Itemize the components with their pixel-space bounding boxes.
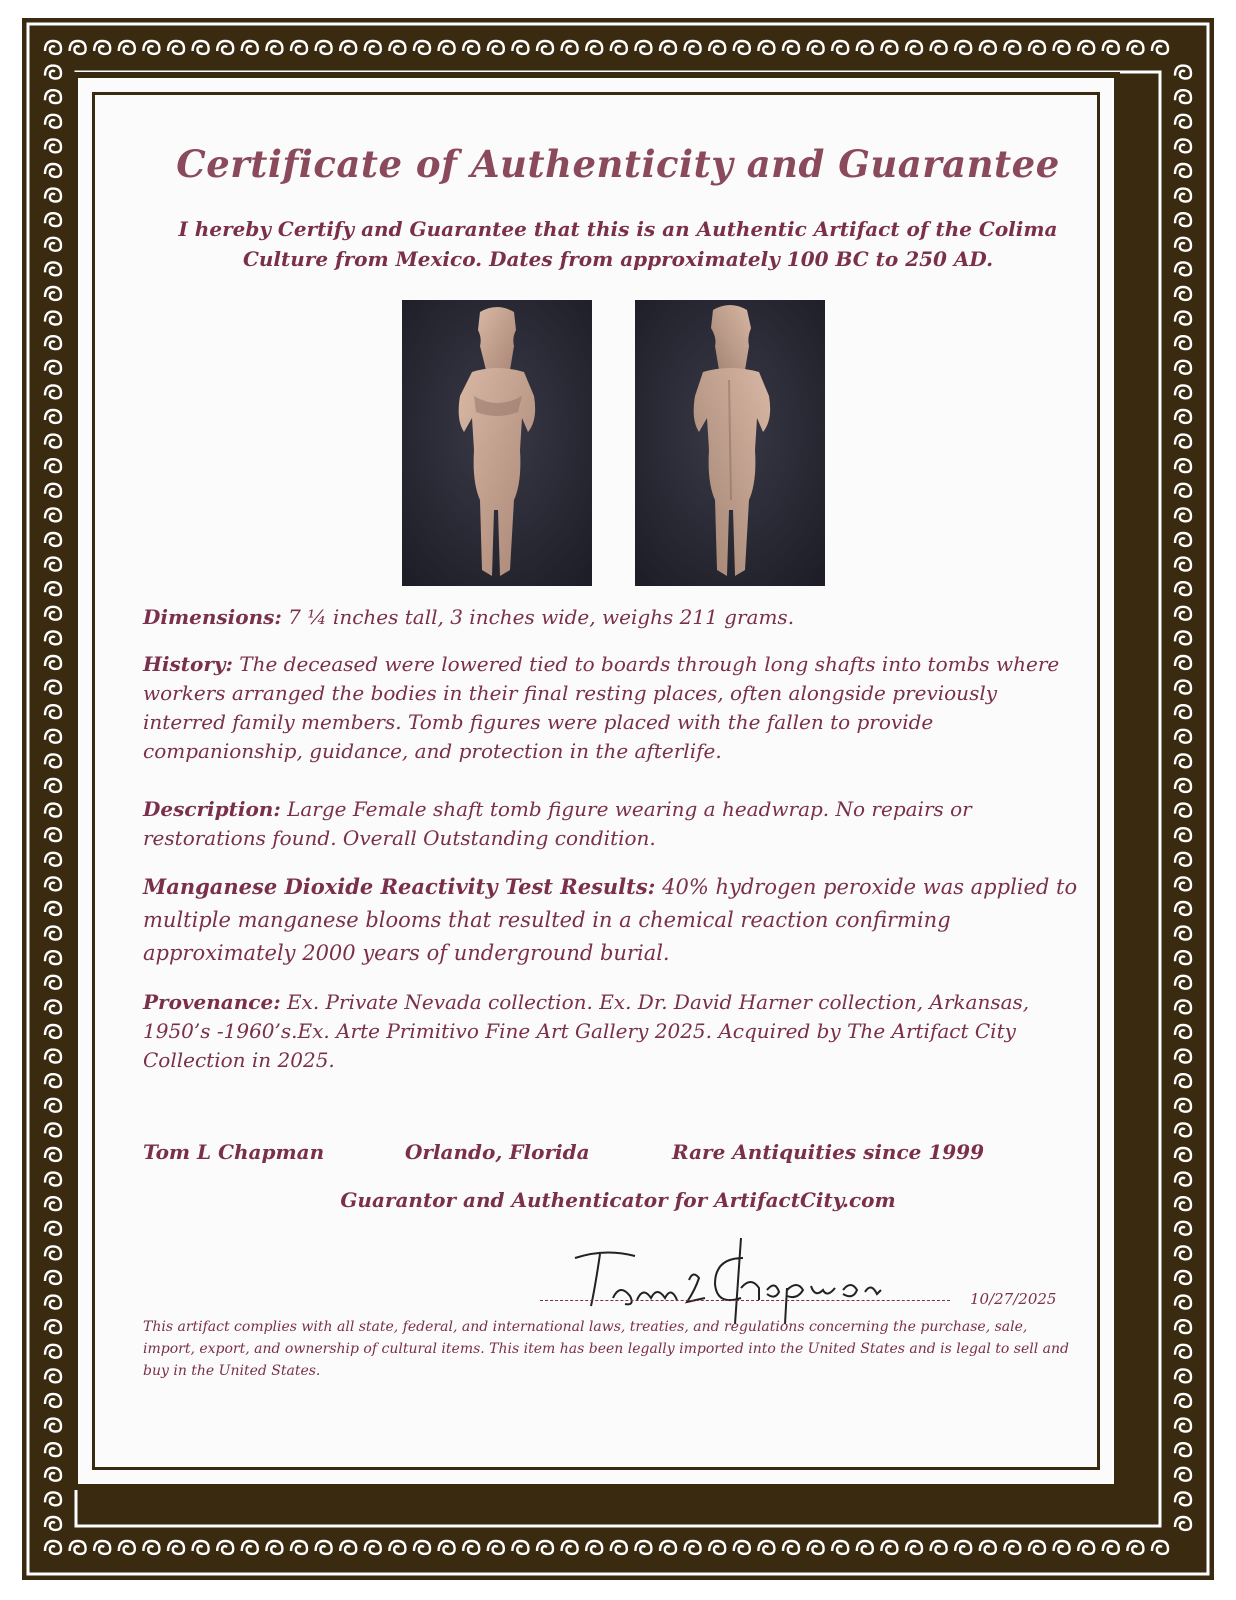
provenance-section: [143, 988, 1083, 1075]
provenance-label: Provenance:: [143, 990, 281, 1014]
manganese-test-section: [143, 870, 1083, 970]
guarantor-line: Guarantor and Authenticator for ArtifactCity.com: [340, 1188, 896, 1212]
company-tagline: Rare Antiquities since 1999: [672, 1140, 984, 1164]
dimensions-text: 7 ¼ inches tall, 3 inches wide, weighs 211 grams.: [288, 605, 795, 629]
handwritten-signature: [565, 1228, 895, 1328]
description-text: Large Female shaft tomb figure wearing a headwrap. No repairs or restorations found. Overall Outstanding condition.: [143, 797, 972, 850]
figure-back-image: [635, 300, 825, 586]
manganese-test-text: 40% hydrogen peroxide was applied to multiple manganese blooms that resulted in a chemical reaction confirming approximately 2000 years of underground burial.: [143, 875, 1078, 965]
history-text: The deceased were lowered tied to boards through long shafts into tombs where workers arranged the bodies in their final resting places, often alongside previously interred family members. Tomb figures were placed with the fallen to provide companionship, guidance, and protection in the afterlife.: [143, 652, 1060, 763]
manganese-test-label: Manganese Dioxide Reactivity Test Results:: [143, 874, 656, 899]
certification-statement: [150, 214, 1086, 274]
certificate-title: Certificate of Authenticity and Guarantee: [176, 142, 1060, 186]
signer-name: Tom L Chapman: [143, 1140, 325, 1164]
certification-line-2: Culture from Mexico. Dates from approximately 100 BC to 250 AD.: [242, 247, 994, 271]
description-section: [143, 795, 1083, 853]
legal-disclaimer: This artifact complies with all state, federal, and international laws, treaties, and regulations concerning the purchase, sale, import, export, and ownership of cultural items. This item has been legally imported into the United States and is legal to sell and buy in the United States.: [143, 1319, 1069, 1379]
signer-location: Orlando, Florida: [405, 1140, 590, 1164]
description-label: Description:: [143, 797, 281, 821]
signature-date: 10/27/2025: [970, 1290, 1057, 1308]
figure-front-image: [402, 300, 592, 586]
artifact-photo-front: [402, 300, 592, 586]
history-label: History:: [143, 652, 233, 676]
provenance-text: Ex. Private Nevada collection. Ex. Dr. David Harner collection, Arkansas, 1950’s -1960’s.Ex. Arte Primitivo Fine Art Gallery 2025. Acquired by The Artifact City Collection in 2025.: [143, 990, 1030, 1072]
artifact-photo-back: [635, 300, 825, 586]
dimensions-label: Dimensions:: [143, 605, 282, 629]
dimensions-section: [143, 603, 1083, 632]
certification-line-1: I hereby Certify and Guarantee that this is an Authentic Artifact of the Colima: [178, 217, 1058, 241]
history-section: [143, 650, 1083, 766]
signature-line: [540, 1300, 950, 1301]
